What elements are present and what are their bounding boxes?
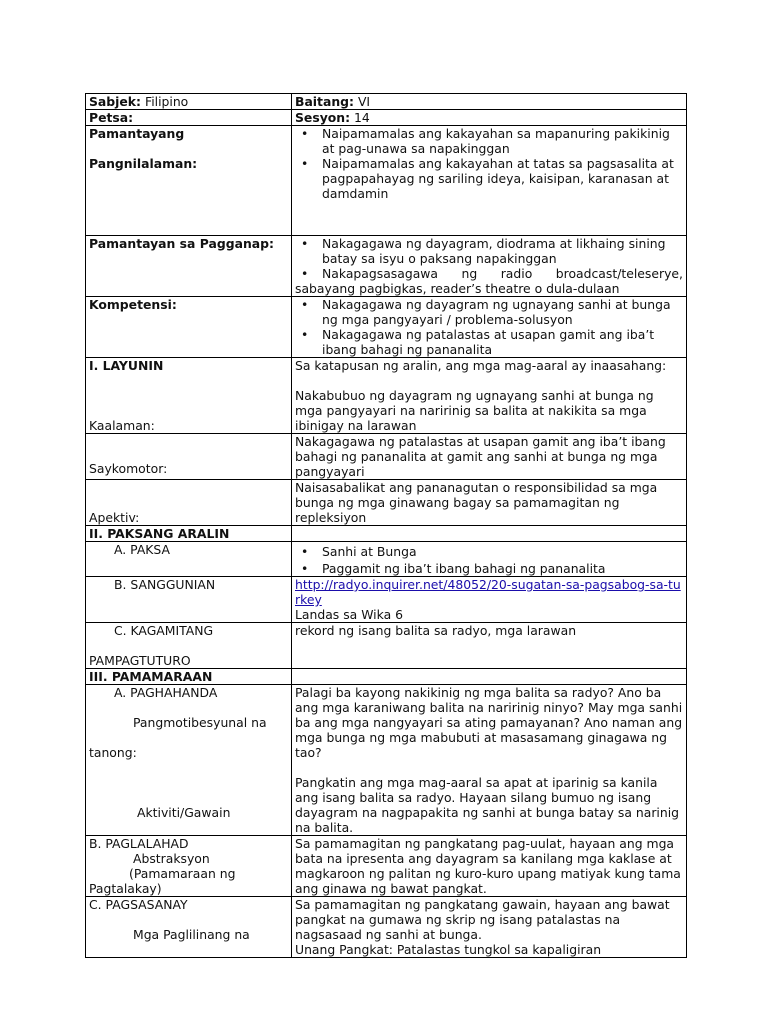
preparation-row <box>86 685 687 836</box>
subject-label: Sabjek: <box>89 94 142 109</box>
grade-label: Baitang: <box>295 94 354 109</box>
materials-cell <box>292 623 687 669</box>
knowledge-label: Kaalaman: <box>89 418 155 433</box>
reference-label: B. SANGGUNIAN <box>114 577 216 592</box>
session-cell <box>292 110 687 126</box>
competency-row <box>86 297 687 358</box>
list-item-line: • Nakapagsasagawa ng radio broadcast/teleserye, <box>322 266 683 281</box>
psychomotor-label-cell <box>86 434 292 480</box>
competency-label: Kompetensi: <box>89 297 177 312</box>
date-label: Petsa: <box>89 110 134 125</box>
objectives-psychomotor-row <box>86 434 687 480</box>
topic-label: A. PAKSA <box>114 542 170 557</box>
content-standard-label-cell <box>86 126 292 236</box>
practice-cell <box>292 897 687 958</box>
materials-label-cell <box>86 623 292 669</box>
subject-matter-empty-cell <box>292 526 687 542</box>
subject-cell <box>86 94 292 110</box>
performance-standard-row <box>86 236 687 297</box>
preparation-label-cell <box>86 685 292 836</box>
objectives-intro: Sa katapusan ng aralin, ang mga mag-aaral ay inaasahang: <box>295 358 667 373</box>
reference-book: Landas sa Wika 6 <box>295 607 403 622</box>
topic-label-cell <box>86 542 292 577</box>
objectives-label-cell <box>86 358 292 434</box>
preparation-label: A. PAGHAHANDA <box>114 685 218 700</box>
abstraction-label: Abstraksyon <box>133 851 210 866</box>
lesson-plan-table <box>85 93 687 958</box>
motivation-text: Palagi ba kayong nakikinig ng mga balita sa radyo? Ano ba ang mga karaniwang balita na naririnig ninyo? May mga sanhi ba ang mga nangyayari sa ating pamayanan? Ano naman ang mga bunga ng mga mabubuti at masasamang ginagawa ng tao? <box>295 685 683 760</box>
abstraction-sub2: Pagtalakay) <box>89 881 162 896</box>
topic-cell <box>292 542 687 577</box>
date-row <box>86 110 687 126</box>
grade-cell <box>292 94 687 110</box>
presentation-text: Sa pamamagitan ng pangkatang pag-uulat, hayaan ang mga bata na ipresenta ang dayagram sa kanilang mga kaklase at magkaroon ng palitan ng kuro-kuro upang matiyak kung tama ang ginawa ng bawat pangkat. <box>295 836 681 896</box>
reference-link[interactable]: http://radyo.inquirer.net/48052/20-sugatan-sa-pagsabog-sa-turkey <box>295 577 681 607</box>
subject-matter-row <box>86 526 687 542</box>
performance-standard-cell <box>292 236 687 297</box>
subject-row <box>86 94 687 110</box>
performance-standard-label-cell <box>86 236 292 297</box>
knowledge-text: Nakabubuo ng dayagram ng ugnayang sanhi at bunga ng mga pangyayari na naririnig sa balita at nakikita sa mga ibinigay na larawan <box>295 388 654 433</box>
objectives-affective-row <box>86 480 687 526</box>
practice-text: Sa pamamagitan ng pangkatang gawain, hayaan ang bawat pangkat na gumawa ng skrip ng isang patalastas na nagsasaad ng sanhi at bunga. <box>295 897 670 942</box>
content-standard-label-line1: Pamantayang <box>89 126 185 141</box>
content-standard-label-line2: Pangnilalaman: <box>89 156 198 171</box>
list-item: • Naipamamalas ang kakayahan sa mapanuring pakikinig at pag-unawa sa napakinggan <box>295 126 683 156</box>
psychomotor-cell <box>292 434 687 480</box>
list-item: • Paggamit ng iba’t ibang bahagi ng pananalita <box>295 561 683 576</box>
objectives-label: I. LAYUNIN <box>89 358 164 373</box>
presentation-label: B. PAGLALAHAD <box>89 836 189 851</box>
procedure-empty-cell <box>292 669 687 685</box>
content-standard-row <box>86 126 687 236</box>
practice-row <box>86 897 687 958</box>
procedure-label: III. PAMAMARAAN <box>89 669 213 684</box>
presentation-label-cell <box>86 836 292 897</box>
list-item: • Nakagagawa ng dayagram, diodrama at likhaing sining batay sa isyu o paksang napakinggan <box>295 236 683 266</box>
objectives-cell <box>292 358 687 434</box>
procedure-label-cell <box>86 669 292 685</box>
affective-text: Naisasabalikat ang pananagutan o responsibilidad sa mga bunga ng mga ginawang bagay sa pamamagitan ng repleksiyon <box>295 480 658 525</box>
performance-standard-label: Pamantayan sa Pagganap: <box>89 236 274 251</box>
list-item: • Nakagagawa ng dayagram ng ugnayang sanhi at bunga ng mga pangyayari / problema-solusyon <box>295 297 683 327</box>
materials-row <box>86 623 687 669</box>
session-label: Sesyon: <box>295 110 351 125</box>
subject-matter-label-cell <box>86 526 292 542</box>
motivation-label-line2: tanong: <box>89 745 137 760</box>
list-item: • Naipamamalas ang kakayahan at tatas sa pagsasalita at pagpapahayag ng sariling ideya, kaisipan, karanasan at damdamin <box>295 156 683 201</box>
subject-value: Filipino <box>144 94 189 109</box>
presentation-cell <box>292 836 687 897</box>
competency-list <box>295 297 683 357</box>
psychomotor-text: Nakagagawa ng patalastas at usapan gamit ang iba’t ibang bahagi ng pananalita at gamit ang sanhi at bunga ng mga pangyayari <box>295 434 666 479</box>
practice-label-cell <box>86 897 292 958</box>
grade-value: VI <box>357 94 371 109</box>
materials-label-line1: C. KAGAMITANG <box>114 623 214 638</box>
list-item: • Nakagagawa ng patalastas at usapan gamit ang iba’t ibang bahagi ng pananalita <box>295 327 683 357</box>
competency-label-cell <box>86 297 292 358</box>
list-item <box>295 266 683 281</box>
practice-sub: Mga Paglilinang na <box>133 927 250 942</box>
practice-group: Unang Pangkat: Patalastas tungkol sa kapaligiran <box>295 942 602 957</box>
materials-label-line2: PAMPAGTUTURO <box>89 653 191 668</box>
list-item-continuation: sabayang pagbigkas, reader’s theatre o dula-dulaan <box>295 281 620 296</box>
activity-label: Aktiviti/Gawain <box>137 805 231 820</box>
reference-row <box>86 577 687 623</box>
affective-cell <box>292 480 687 526</box>
activity-text: Pangkatin ang mga mag-aaral sa apat at iparinig sa kanila ang isang balita sa radyo. Hayaan silang bumuo ng isang dayagram na nagpapakita ng sanhi at bunga batay sa narinig na balita. <box>295 775 680 835</box>
presentation-row <box>86 836 687 897</box>
date-cell <box>86 110 292 126</box>
affective-label-cell <box>86 480 292 526</box>
content-standard-list <box>295 126 683 201</box>
topic-row <box>86 542 687 577</box>
topic-list <box>295 544 683 576</box>
practice-label: C. PAGSASANAY <box>89 897 188 912</box>
motivation-label-line1: Pangmotibesyunal na <box>133 715 267 730</box>
reference-cell <box>292 577 687 623</box>
competency-cell <box>292 297 687 358</box>
affective-label: Apektiv: <box>89 510 140 525</box>
preparation-cell <box>292 685 687 836</box>
reference-label-cell <box>86 577 292 623</box>
objectives-knowledge-row <box>86 358 687 434</box>
abstraction-sub: (Pamamaraan ng <box>129 866 236 881</box>
performance-standard-list <box>295 236 683 281</box>
psychomotor-label: Saykomotor: <box>89 461 168 476</box>
procedure-row <box>86 669 687 685</box>
session-value: 14 <box>354 110 370 125</box>
subject-matter-label: II. PAKSANG ARALIN <box>89 526 230 541</box>
materials-text: rekord ng isang balita sa radyo, mga larawan <box>295 623 577 638</box>
content-standard-cell <box>292 126 687 236</box>
list-item: • Sanhi at Bunga <box>295 544 683 559</box>
